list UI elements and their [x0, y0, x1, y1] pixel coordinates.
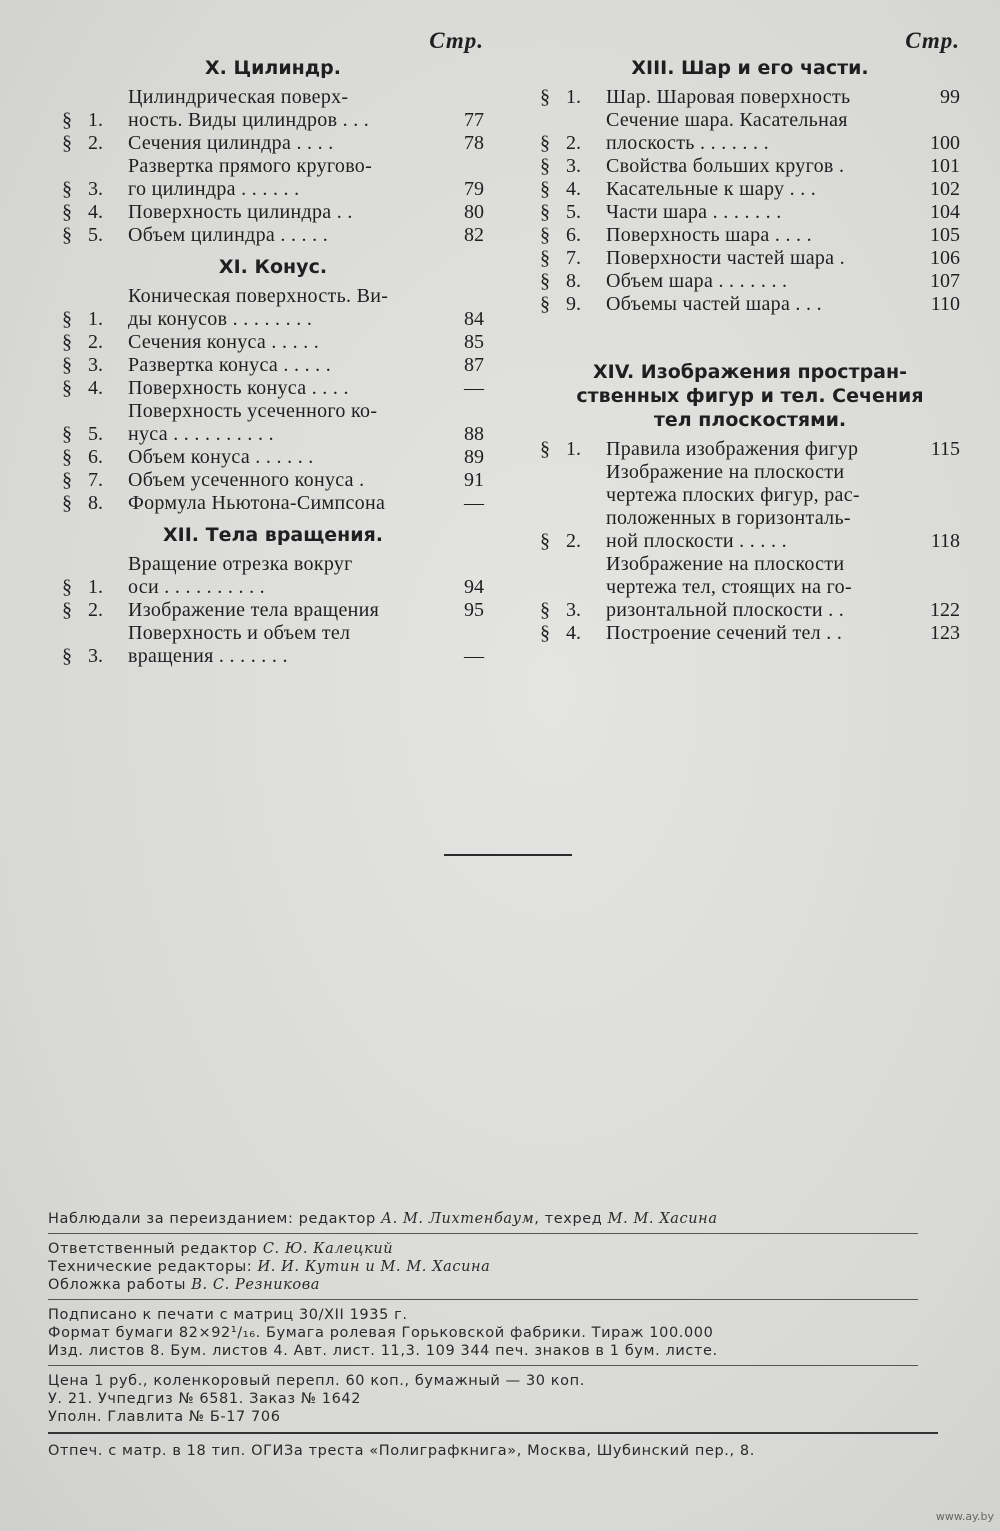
entry-title: Объем усеченного конуса .: [128, 469, 365, 491]
entry-page: —: [464, 645, 484, 667]
entry-number: 7.: [88, 469, 103, 491]
entry-title: Вращение отрезка вокруг оси . . . . . . . . . .: [128, 553, 353, 598]
entry-number: 6.: [88, 446, 103, 468]
order-line: У. 21. Учпедгиз № 6581. Заказ № 1642: [48, 1391, 362, 1407]
entry-number: 6.: [566, 224, 581, 246]
entry-page: 123: [930, 622, 960, 644]
toc-entry: [540, 155, 960, 178]
entry-number: 1.: [566, 86, 581, 108]
entry-title: Сечения цилиндра . . . .: [128, 132, 334, 154]
section-symbol: §: [540, 178, 550, 200]
entry-page: 78: [464, 132, 484, 154]
entry-number: 3.: [566, 155, 581, 177]
entry-title: Развертка конуса . . . . .: [128, 354, 332, 376]
section-symbol: §: [62, 492, 72, 514]
sheets-line: Изд. листов 8. Бум. листов 4. Авт. лист. 11,3. 109 344 печ. знаков в 1 бум. листе.: [48, 1343, 718, 1359]
entry-number: 1.: [88, 308, 103, 330]
entry-number: 2.: [88, 132, 103, 154]
entry-page: 110: [930, 293, 960, 315]
cover-line: Обложка работы В. С. Резникова: [48, 1277, 321, 1293]
entry-title: Части шара . . . . . . .: [606, 201, 782, 223]
entry-number: 3.: [88, 354, 103, 376]
printed-line: Отпеч. с матр. в 18 тип. ОГИЗа треста «Полиграфкнига», Москва, Шубинский пер., 8.: [48, 1443, 755, 1459]
section-symbol: §: [540, 86, 550, 108]
entry-title: Построение сечений тел . .: [606, 622, 843, 644]
toc-entry: [540, 293, 960, 316]
entry-page: 100: [930, 132, 960, 154]
entry-page: 99: [940, 86, 960, 108]
toc-entry: [62, 599, 484, 622]
toc-entry: [62, 331, 484, 354]
entry-page: 107: [930, 270, 960, 292]
toc-entry: [540, 461, 960, 553]
section-title: XIII. Шар и его части.: [631, 57, 869, 79]
section-symbol: §: [540, 247, 550, 269]
section-symbol: §: [62, 308, 72, 330]
toc-entry: [62, 285, 484, 331]
entry-number: 1.: [566, 438, 581, 460]
entry-number: 2.: [88, 331, 103, 353]
supervision-line: Наблюдали за переизданием: редактор А. М. Лихтенбаум, техред М. М. Хасина: [48, 1211, 718, 1227]
toc-entry: [62, 86, 484, 132]
entry-number: 4.: [566, 178, 581, 200]
entry-page: 77: [464, 109, 484, 131]
entry-page: 104: [930, 201, 960, 223]
section-divider-rule: [444, 854, 572, 856]
entry-number: 4.: [88, 201, 103, 223]
entry-page: 101: [930, 155, 960, 177]
section-symbol: §: [540, 438, 550, 460]
toc-entry: [62, 446, 484, 469]
section-symbol: §: [62, 224, 72, 246]
entry-page: 122: [930, 599, 960, 621]
toc-entry: [540, 270, 960, 293]
toc-entry: [62, 132, 484, 155]
entry-title: Поверхность и объем тел вращения . . . . . . .: [128, 622, 351, 667]
entry-number: 4.: [88, 377, 103, 399]
entry-page: 89: [464, 446, 484, 468]
entry-page: 80: [464, 201, 484, 223]
entry-title: Касательные к шару . . .: [606, 178, 817, 200]
watermark: www.ay.by: [935, 1510, 994, 1523]
toc-entry: [62, 469, 484, 492]
entry-number: 3.: [566, 599, 581, 621]
entry-page: 91: [464, 469, 484, 491]
section-symbol: §: [62, 645, 72, 667]
entry-page: 85: [464, 331, 484, 353]
entry-title: Объем конуса . . . . . .: [128, 446, 314, 468]
entry-title: Поверхности частей шара .: [606, 247, 845, 269]
entry-page: 95: [464, 599, 484, 621]
tech-editors-line: Технические редакторы: И. И. Кутин и М. М. Хасина: [48, 1259, 491, 1275]
section-symbol: §: [62, 599, 72, 621]
section-title: XI. Конус.: [218, 256, 328, 278]
entry-number: 8.: [566, 270, 581, 292]
entry-title: Сечение шара. Касательная плоскость . . . . . . .: [606, 109, 848, 154]
entry-title: Правила изображения фигур: [606, 438, 859, 460]
section-symbol: §: [62, 469, 72, 491]
entry-number: 1.: [88, 576, 103, 598]
entry-title: Развертка прямого кругово- го цилиндра . . . . . .: [128, 155, 373, 200]
entry-title: Поверхность конуса . . . .: [128, 377, 349, 399]
entry-title: Формула Ньютона-Симпсона: [128, 492, 386, 514]
section-symbol: §: [62, 109, 72, 131]
glavlit-line: Уполн. Главлита № Б-17 706: [48, 1409, 281, 1425]
entry-page: 82: [464, 224, 484, 246]
toc-entry: [62, 224, 484, 247]
entry-title: Шар. Шаровая поверхность: [606, 86, 851, 108]
entry-title: Свойства больших кругов .: [606, 155, 845, 177]
toc-entry: [62, 400, 484, 446]
entry-page: 87: [464, 354, 484, 376]
section-symbol: §: [540, 530, 550, 552]
section-symbol: §: [62, 331, 72, 353]
entry-title: Поверхность усеченного ко- нуса . . . . . . . . . .: [128, 400, 378, 445]
entry-page: 105: [930, 224, 960, 246]
entry-title: Объем шара . . . . . . .: [606, 270, 788, 292]
entry-title: Объемы частей шара . . .: [606, 293, 822, 315]
toc-entry: [62, 377, 484, 400]
entry-page: 94: [464, 576, 484, 598]
toc-entry: [62, 155, 484, 201]
entry-page: 106: [930, 247, 960, 269]
entry-page: 84: [464, 308, 484, 330]
toc-entry: [540, 86, 960, 109]
section-title: XIV. Изображения простран- ственных фигур и тел. Сечения тел плоскостями.: [576, 361, 924, 431]
imprint-divider: [48, 1365, 918, 1366]
section-symbol: §: [540, 224, 550, 246]
toc-entry: [540, 178, 960, 201]
entry-number: 4.: [566, 622, 581, 644]
section-symbol: §: [540, 293, 550, 315]
toc-entry: [62, 201, 484, 224]
section-symbol: §: [62, 446, 72, 468]
toc-entry: [62, 354, 484, 377]
format-line: Формат бумаги 82×92¹/₁₆. Бумага ролевая Горьковской фабрики. Тираж 100.000: [48, 1325, 714, 1341]
section-title: X. Цилиндр.: [205, 57, 341, 79]
entry-title: Цилиндрическая поверх- ность. Виды цилиндров . . .: [128, 86, 370, 131]
imprint-divider: [48, 1233, 918, 1234]
entry-number: 2.: [88, 599, 103, 621]
entry-title: Изображение тела вращения: [128, 599, 380, 621]
section-symbol: §: [62, 576, 72, 598]
section-symbol: §: [540, 201, 550, 223]
toc-entry: [540, 247, 960, 270]
toc-entry: [540, 201, 960, 224]
imprint-block: [48, 1210, 948, 1460]
entry-number: 9.: [566, 293, 581, 315]
responsible-editor-line: Ответственный редактор С. Ю. Калецкий: [48, 1241, 394, 1257]
entry-page: 79: [464, 178, 484, 200]
entry-number: 3.: [88, 645, 103, 667]
page-column-label: Стр.: [429, 28, 484, 53]
toc-entry: [62, 492, 484, 515]
entry-title: Коническая поверхность. Ви- ды конусов . . . . . . . .: [128, 285, 389, 330]
entry-number: 2.: [566, 132, 581, 154]
toc-entry: [62, 553, 484, 599]
imprint-divider: [48, 1299, 918, 1300]
section-symbol: §: [62, 178, 72, 200]
entry-page: —: [464, 377, 484, 399]
section-symbol: §: [540, 155, 550, 177]
section-symbol: §: [62, 423, 72, 445]
toc-left-column: [62, 28, 484, 668]
entry-title: Сечения конуса . . . . .: [128, 331, 320, 353]
entry-number: 5.: [566, 201, 581, 223]
entry-number: 2.: [566, 530, 581, 552]
entry-page: 102: [930, 178, 960, 200]
page-column-label: Стр.: [905, 28, 960, 53]
entry-title: Поверхность цилиндра . .: [128, 201, 353, 223]
section-title: XII. Тела вращения.: [162, 524, 383, 546]
entry-page: 118: [930, 530, 960, 552]
section-symbol: §: [540, 599, 550, 621]
entry-page: 115: [930, 438, 960, 460]
toc-entry: [540, 438, 960, 461]
entry-page: —: [464, 492, 484, 514]
imprint-divider-full: [48, 1432, 938, 1434]
section-symbol: §: [62, 377, 72, 399]
toc-entry: [540, 224, 960, 247]
section-symbol: §: [62, 132, 72, 154]
entry-title: Изображение на плоскости чертежа плоских фигур, рас- положенных в горизонталь- ной плоскости . . . . .: [606, 461, 860, 552]
toc-entry: [62, 622, 484, 668]
toc-entry: [540, 109, 960, 155]
entry-number: 5.: [88, 224, 103, 246]
entry-title: Объем цилиндра . . . . .: [128, 224, 329, 246]
signed-line: Подписано к печати с матриц 30/XII 1935 г.: [48, 1307, 408, 1323]
toc-right-column: [540, 28, 960, 645]
section-symbol: §: [540, 622, 550, 644]
entry-number: 1.: [88, 109, 103, 131]
entry-number: 3.: [88, 178, 103, 200]
section-symbol: §: [540, 132, 550, 154]
entry-number: 8.: [88, 492, 103, 514]
toc-entry: [540, 553, 960, 622]
section-symbol: §: [540, 270, 550, 292]
entry-page: 88: [464, 423, 484, 445]
price-line: Цена 1 руб., коленкоровый перепл. 60 коп., бумажный — 30 коп.: [48, 1373, 585, 1389]
left-sections: [62, 56, 484, 668]
entry-number: 5.: [88, 423, 103, 445]
section-symbol: §: [62, 201, 72, 223]
toc-entry: [540, 622, 960, 645]
entry-title: Изображение на плоскости чертежа тел, стоящих на го- ризонтальной плоскости . .: [606, 553, 852, 621]
entry-title: Поверхность шара . . . .: [606, 224, 812, 246]
entry-number: 7.: [566, 247, 581, 269]
section-symbol: §: [62, 354, 72, 376]
right-sections: [540, 56, 960, 645]
